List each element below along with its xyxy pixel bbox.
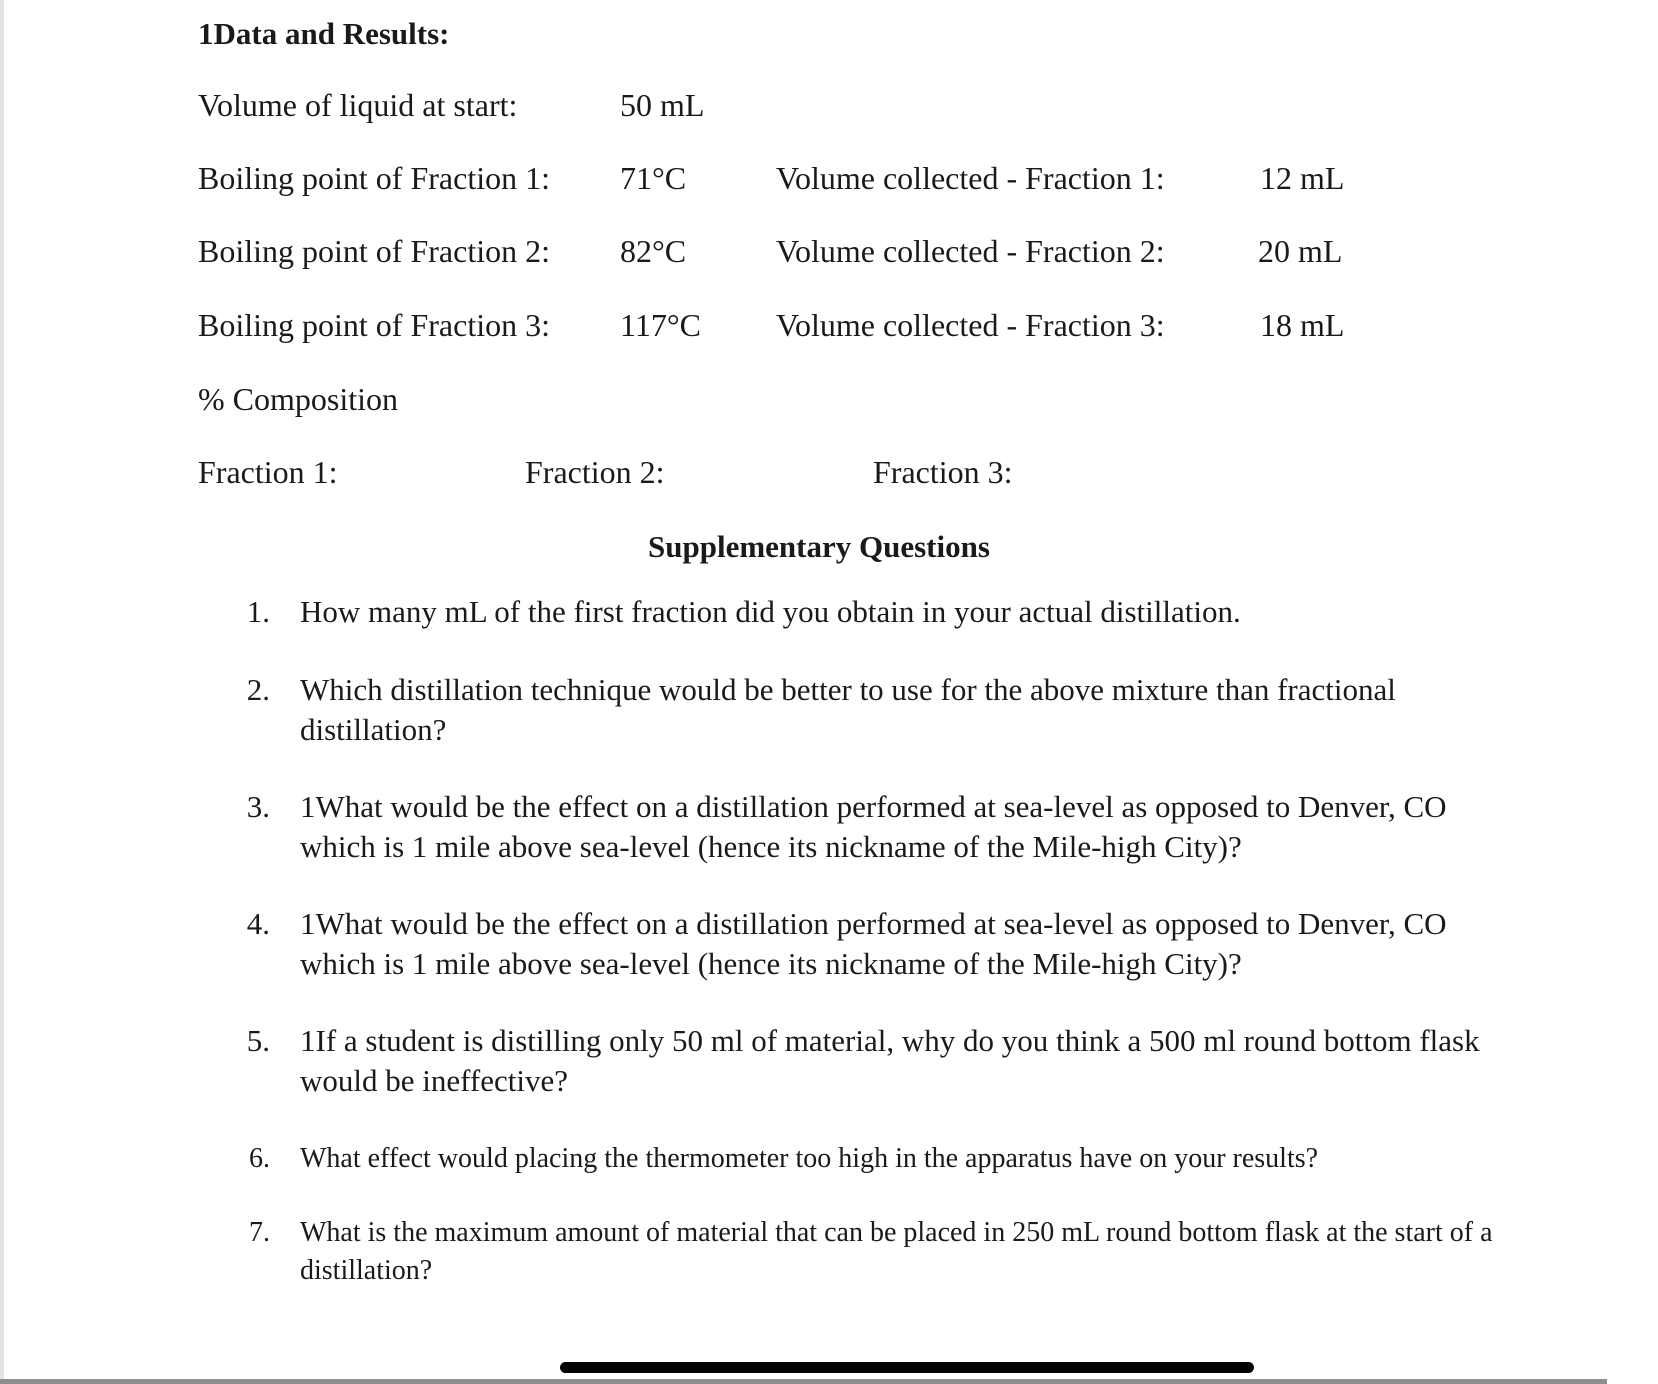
question-2-number: 2. [246, 672, 270, 707]
supplementary-title: Supplementary Questions [648, 529, 990, 564]
volume-start-label: Volume of liquid at start: [198, 87, 518, 123]
question-7-text: What is the maximum amount of material that can be placed in 250 mL round bottom flask at the start of a distillation? [300, 1217, 1493, 1286]
vol-fraction-3-label: Volume collected - Fraction 3: [776, 307, 1165, 343]
bottom-scroll-bar [0, 1379, 1607, 1384]
composition-title: % Composition [198, 381, 399, 417]
vol-fraction-3-value: 18 mL [1260, 307, 1345, 343]
question-3-number: 3. [246, 789, 270, 824]
question-5-text: 1If a student is distilling only 50 ml of material, why do you think a 500 ml round bottom flask would be ineffective? [300, 1023, 1480, 1098]
question-6-text: What effect would placing the thermometer too high in the apparatus have on your results? [300, 1143, 1319, 1174]
heading-number: 1 [198, 16, 214, 51]
volume-start-value: 50 mL [620, 87, 705, 123]
heading-title: Data and Results: [213, 16, 450, 51]
bp-fraction-3-label: Boiling point of Fraction 3: [198, 307, 550, 343]
question-5-number: 5. [246, 1023, 270, 1058]
question-3-text: 1What would be the effect on a distillation performed at sea-level as opposed to Denver, CO which is 1 mile above sea-level (hence its nickname of the Mile-high City)? [300, 789, 1447, 864]
bp-fraction-2-value: 82°C [620, 233, 687, 269]
home-indicator-bar[interactable] [560, 1362, 1254, 1373]
question-4-number: 4. [246, 906, 270, 941]
section-heading [198, 18, 449, 49]
bp-fraction-1-value: 71°C [620, 160, 687, 196]
vol-fraction-1-label: Volume collected - Fraction 1: [776, 160, 1165, 196]
question-4-text: 1What would be the effect on a distillation performed at sea-level as opposed to Denver, CO which is 1 mile above sea-level (hence its nickname of the Mile-high City)? [300, 906, 1447, 981]
composition-fraction-2: Fraction 2: [525, 454, 665, 490]
question-2-text: Which distillation technique would be better to use for the above mixture than fractional distillation? [300, 672, 1396, 747]
composition-fraction-1: Fraction 1: [198, 454, 338, 490]
page-left-edge [0, 0, 4, 1384]
composition-fraction-3: Fraction 3: [873, 454, 1013, 490]
bp-fraction-3-value: 117°C [620, 307, 701, 343]
question-7-number: 7. [249, 1217, 270, 1248]
question-1-number: 1. [246, 594, 270, 629]
bp-fraction-2-label: Boiling point of Fraction 2: [198, 233, 550, 269]
vol-fraction-2-value: 20 mL [1258, 233, 1343, 269]
question-1-text: How many mL of the first fraction did you obtain in your actual distillation. [300, 594, 1241, 629]
vol-fraction-1-value: 12 mL [1260, 160, 1345, 196]
question-6-number: 6. [249, 1143, 270, 1174]
bp-fraction-1-label: Boiling point of Fraction 1: [198, 160, 550, 196]
vol-fraction-2-label: Volume collected - Fraction 2: [776, 233, 1165, 269]
